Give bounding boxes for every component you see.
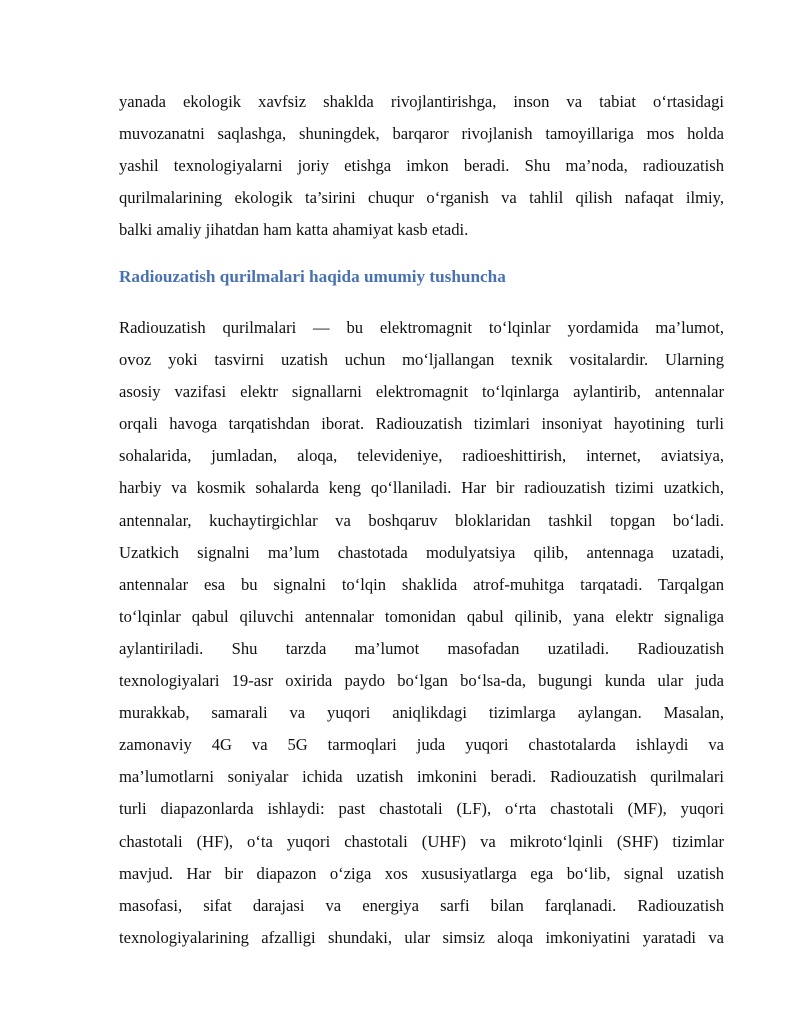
- text-line: masofasi, sifat darajasi va energiya sarfi bilan farqlanadi. Radiouzatish: [119, 895, 724, 915]
- text-line: yashil texnologiyalarni joriy etishga imkon beradi. Shu ma’noda, radiouzatish: [119, 156, 724, 176]
- text-line: zamonaviy 4G va 5G tarmoqlari juda yuqori chastotalarda ishlaydi va: [119, 735, 724, 755]
- text-line: sohalarida, jumladan, aloqa, televideniye, radioeshittirish, internet, aviatsiya,: [119, 446, 724, 466]
- text-line: qurilmalarining ekologik ta’sirini chuqur o‘rganish va tahlil qilish nafaqat ilmiy,: [119, 188, 724, 208]
- text-line: chastotali (HF), o‘ta yuqori chastotali (UHF) va mikroto‘lqinli (SHF) tizimlar: [119, 831, 724, 851]
- text-line: texnologiyalarining afzalligi shundaki, ular simsiz aloqa imkoniyatini yaratadi va: [119, 927, 724, 947]
- text-line: antennalar esa bu signalni to‘lqin shaklida atrof-muhitga tarqatadi. Tarqalgan: [119, 574, 724, 594]
- text-line: Uzatkich signalni ma’lum chastotada modulyatsiya qilib, antennaga uzatadi,: [119, 542, 724, 562]
- text-line: texnologiyalari 19-asr oxirida paydo bo‘lgan bo‘lsa-da, bugungi kunda ular juda: [119, 671, 724, 691]
- text-line: murakkab, samarali va yuqori aniqlikdagi tizimlarga aylangan. Masalan,: [119, 703, 724, 723]
- text-line: muvozanatni saqlashga, shuningdek, barqaror rivojlanish tamoyillariga mos holda: [119, 124, 724, 144]
- text-line: ovoz yoki tasvirni uzatish uchun mo‘ljallangan texnik vositalardir. Ularning: [119, 350, 724, 370]
- text-line: harbiy va kosmik sohalarda keng qo‘llaniladi. Har bir radiouzatish tizimi uzatkich,: [119, 478, 724, 498]
- text-line: turli diapazonlarda ishlaydi: past chastotali (LF), o‘rta chastotali (MF), yuqori: [119, 799, 724, 819]
- text-line: antennalar, kuchaytirgichlar va boshqaruv bloklaridan tashkil topgan bo‘ladi.: [119, 510, 724, 530]
- text-line: yanada ekologik xavfsiz shaklda rivojlantirishga, inson va tabiat o‘rtasidagi: [119, 92, 724, 111]
- intro-paragraph: [119, 86, 724, 246]
- text-line: balki amaliy jihatdan ham katta ahamiyat kasb etadi.: [119, 220, 469, 240]
- text-line: aylantiriladi. Shu tarzda ma’lumot masofadan uzatiladi. Radiouzatish: [119, 638, 724, 658]
- text-line: to‘lqinlar qabul qiluvchi antennalar tomonidan qabul qilinib, yana elektr signaliga: [119, 606, 724, 626]
- section-heading: Radiouzatish qurilmalari haqida umumiy tushuncha: [119, 267, 506, 286]
- text-line: asosiy vazifasi elektr signallarni elektromagnit to‘lqinlarga aylantirib, antennalar: [119, 382, 724, 402]
- text-line: orqali havoga tarqatishdan iborat. Radiouzatish tizimlari insoniyat hayotining turli: [119, 414, 724, 434]
- text-line: mavjud. Har bir diapazon o‘ziga xos xususiyatlarga ega bo‘lib, signal uzatish: [119, 863, 724, 883]
- body-paragraph: [119, 312, 724, 954]
- text-line: Radiouzatish qurilmalari — bu elektromagnit to‘lqinlar yordamida ma’lumot,: [119, 318, 724, 337]
- text-line: ma’lumotlarni soniyalar ichida uzatish imkonini beradi. Radiouzatish qurilmalari: [119, 767, 724, 787]
